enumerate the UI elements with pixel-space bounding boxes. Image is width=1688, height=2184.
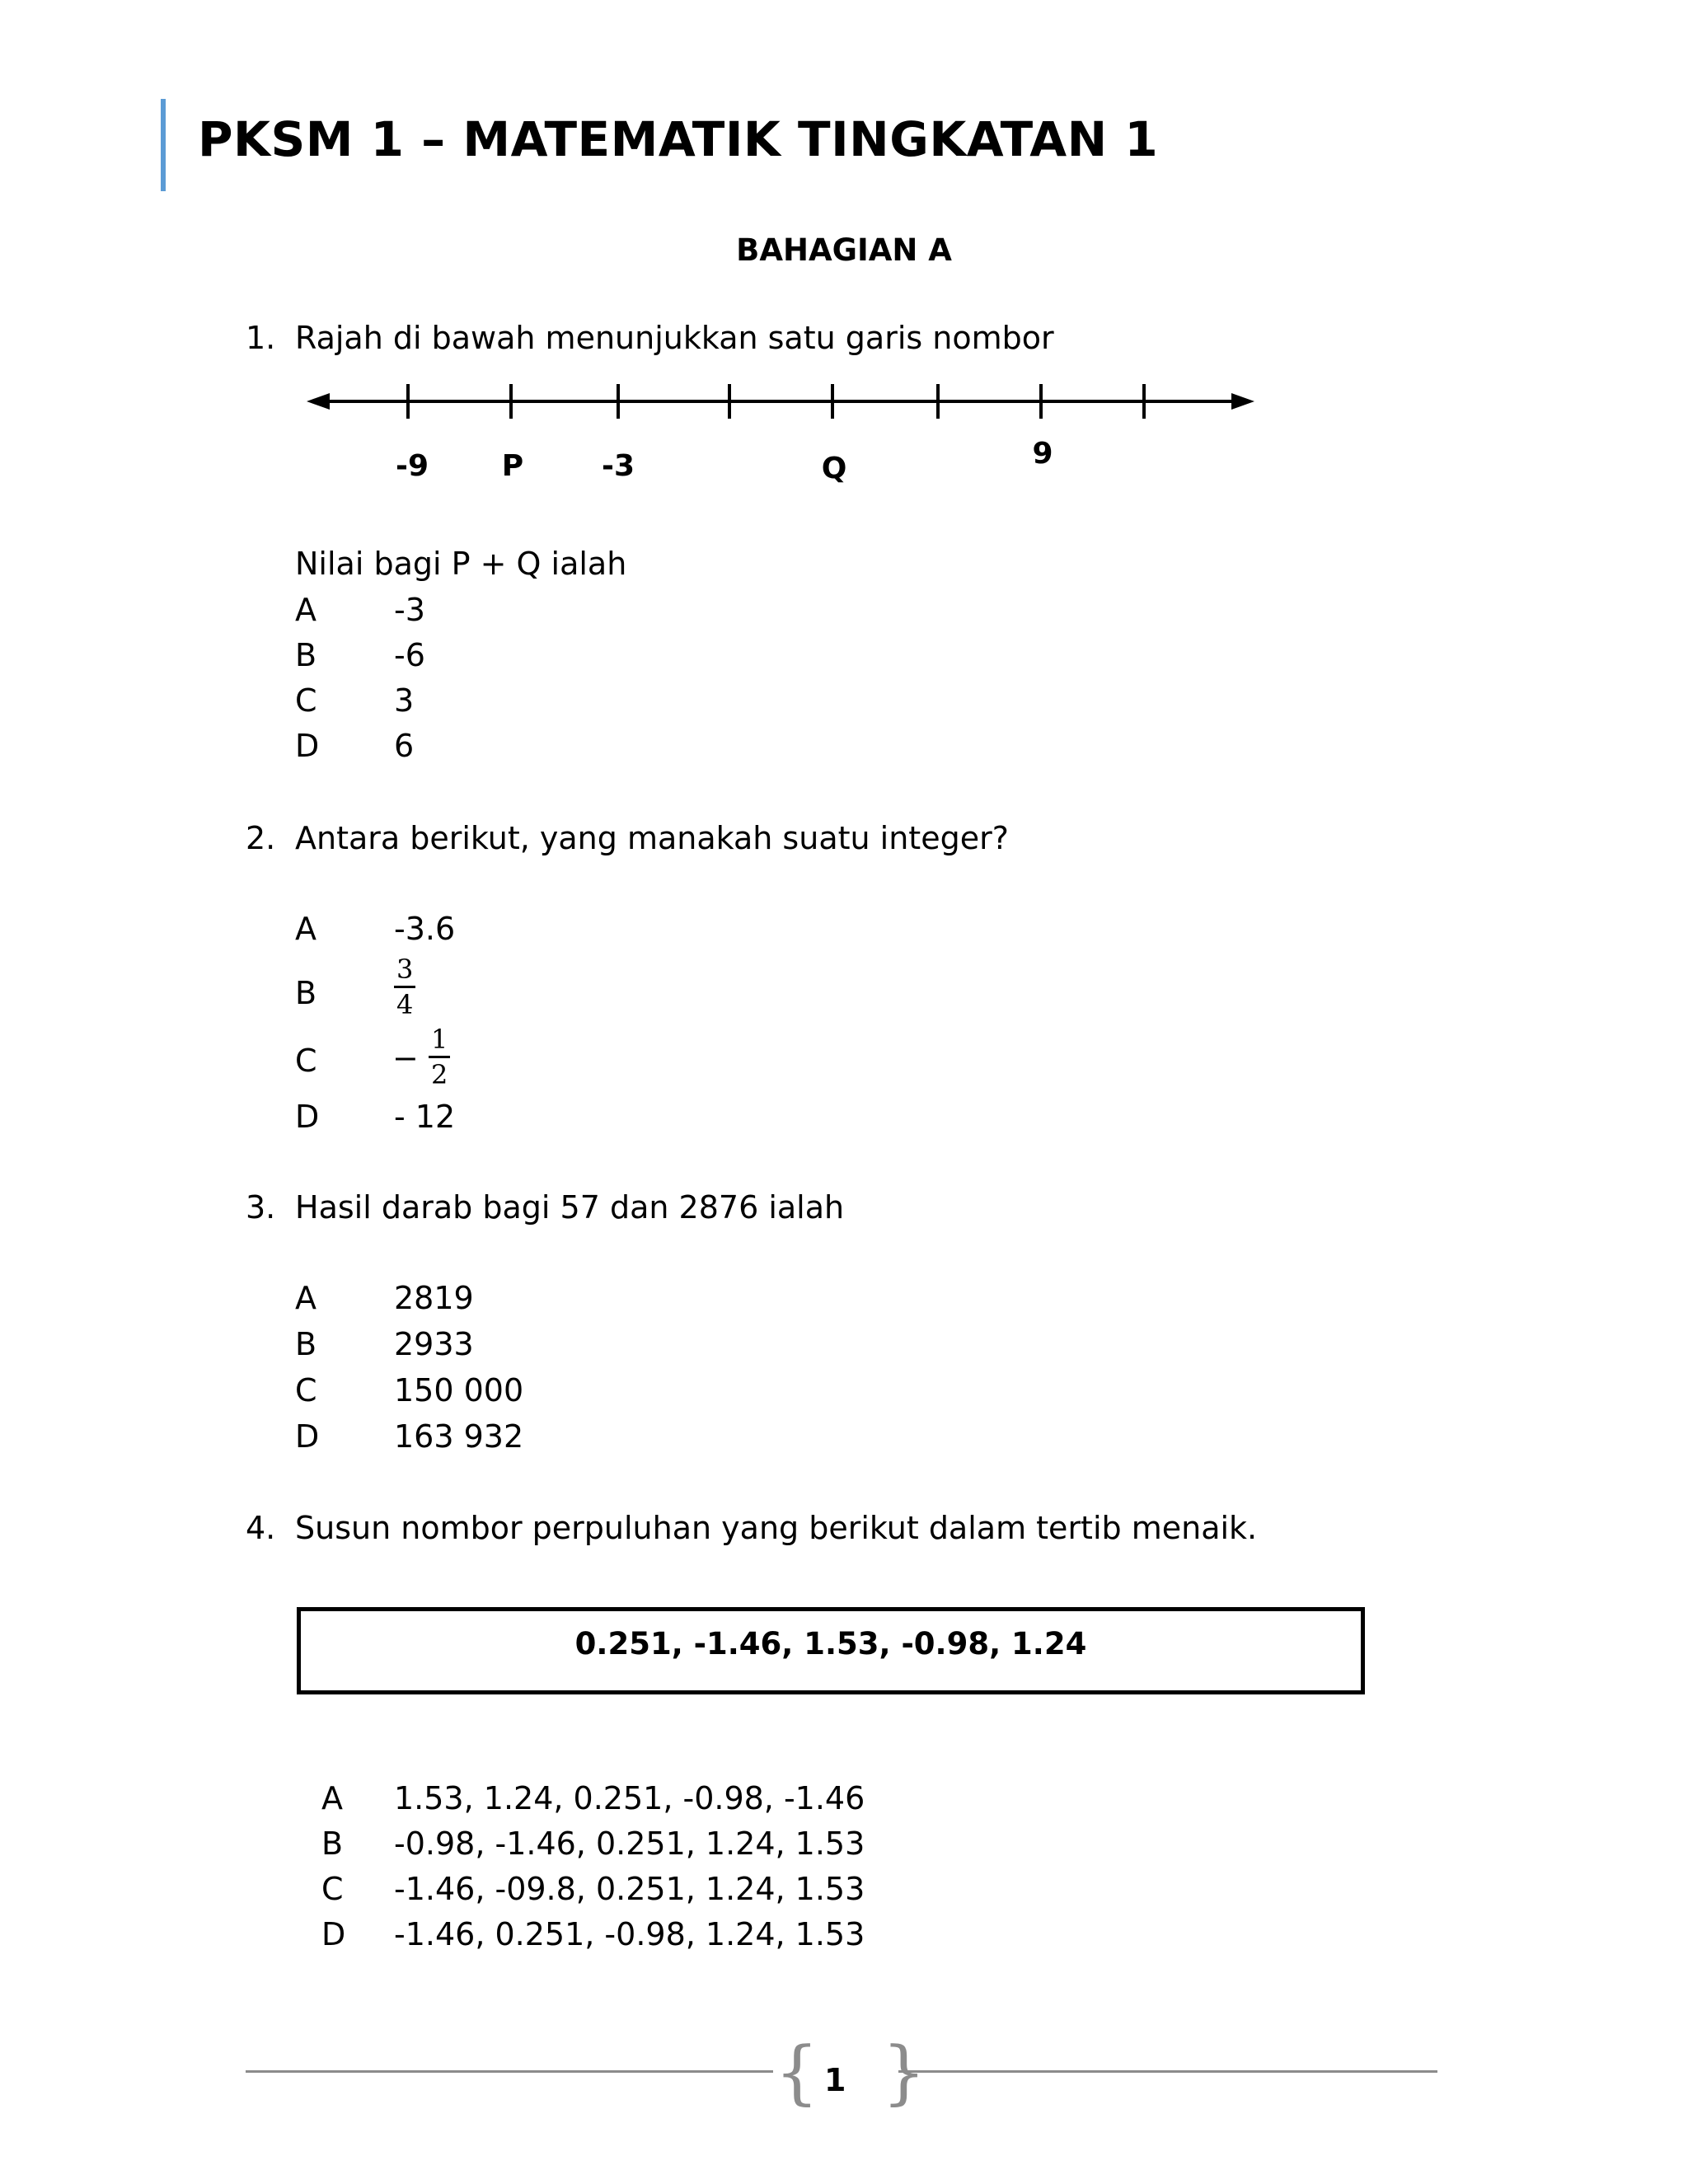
footer-brace-left: { (775, 2032, 819, 2112)
option-value: -1.46, -09.8, 0.251, 1.24, 1.53 (394, 1871, 865, 1907)
number-line (0, 0, 1688, 511)
option-value: - 12 (394, 1099, 456, 1135)
page-title: PKSM 1 – MATEMATIK TINGKATAN 1 (198, 111, 1159, 167)
question-number: 1. (246, 320, 276, 356)
option-letter: B (321, 1825, 344, 1862)
option-value: -3 (394, 592, 425, 628)
number-line-label: P (501, 449, 524, 483)
number-box (297, 1607, 1365, 1694)
question-text: Hasil darab bagi 57 dan 2876 ialah (295, 1189, 845, 1226)
option-value: 163 932 (394, 1418, 524, 1455)
option-value: -1.46, 0.251, -0.98, 1.24, 1.53 (394, 1916, 865, 1952)
question-number: 3. (246, 1189, 276, 1226)
option-letter: C (295, 1043, 317, 1079)
option-letter: B (295, 975, 317, 1011)
option-letter: C (321, 1871, 344, 1907)
number-line-label: -3 (602, 449, 635, 483)
footer-line-right (898, 2070, 1437, 2073)
option-letter: D (295, 1099, 320, 1135)
number-line-label: 9 (1032, 437, 1053, 471)
option-letter: A (295, 911, 316, 947)
question-text: Rajah di bawah menunjukkan satu garis nombor (295, 320, 1054, 356)
option-value: -3.6 (394, 911, 456, 947)
option-letter: D (321, 1916, 346, 1952)
option-value: -0.98, -1.46, 0.251, 1.24, 1.53 (394, 1825, 865, 1862)
fraction-denominator: 4 (396, 989, 414, 1020)
option-letter: D (295, 1418, 320, 1455)
footer-brace-right: } (882, 2032, 926, 2112)
number-line-arrow-right (1231, 393, 1254, 410)
footer-line-left (246, 2070, 773, 2073)
option-value: 6 (394, 728, 415, 764)
option-letter: A (295, 592, 316, 628)
question-text: Antara berikut, yang manakah suatu integer? (295, 820, 1009, 856)
option-value: 1.53, 1.24, 0.251, -0.98, -1.46 (394, 1780, 865, 1816)
number-line-arrow-left (307, 393, 330, 410)
option-value: 3 (394, 682, 415, 719)
option-letter: B (295, 637, 317, 673)
option-value: 2819 (394, 1280, 474, 1316)
question-number: 4. (246, 1510, 276, 1546)
question-prompt: Nilai bagi P + Q ialah (295, 546, 627, 582)
minus-sign: − (392, 1040, 419, 1076)
fraction-denominator: 2 (431, 1059, 448, 1090)
option-value: -6 (394, 637, 425, 673)
section-title: BAHAGIAN A (736, 232, 952, 268)
page-number: 1 (824, 2062, 846, 2098)
fraction-numerator: 1 (429, 1026, 450, 1058)
option-letter: C (295, 682, 317, 719)
option-value: 150 000 (394, 1372, 524, 1408)
option-letter: B (295, 1326, 317, 1362)
option-letter: D (295, 728, 320, 764)
fraction (394, 956, 415, 1018)
option-letter: C (295, 1372, 317, 1408)
number-line-label: Q (821, 452, 847, 485)
fraction-numerator: 3 (394, 956, 415, 988)
fraction (429, 1026, 450, 1088)
option-letter: A (321, 1780, 343, 1816)
option-letter: A (295, 1280, 316, 1316)
number-box-text: 0.251, -1.46, 1.53, -0.98, 1.24 (574, 1626, 1087, 1661)
number-line-label: -9 (396, 449, 429, 483)
question-text: Susun nombor perpuluhan yang berikut dalam tertib menaik. (295, 1510, 1258, 1546)
option-value: 2933 (394, 1326, 474, 1362)
question-number: 2. (246, 820, 276, 856)
